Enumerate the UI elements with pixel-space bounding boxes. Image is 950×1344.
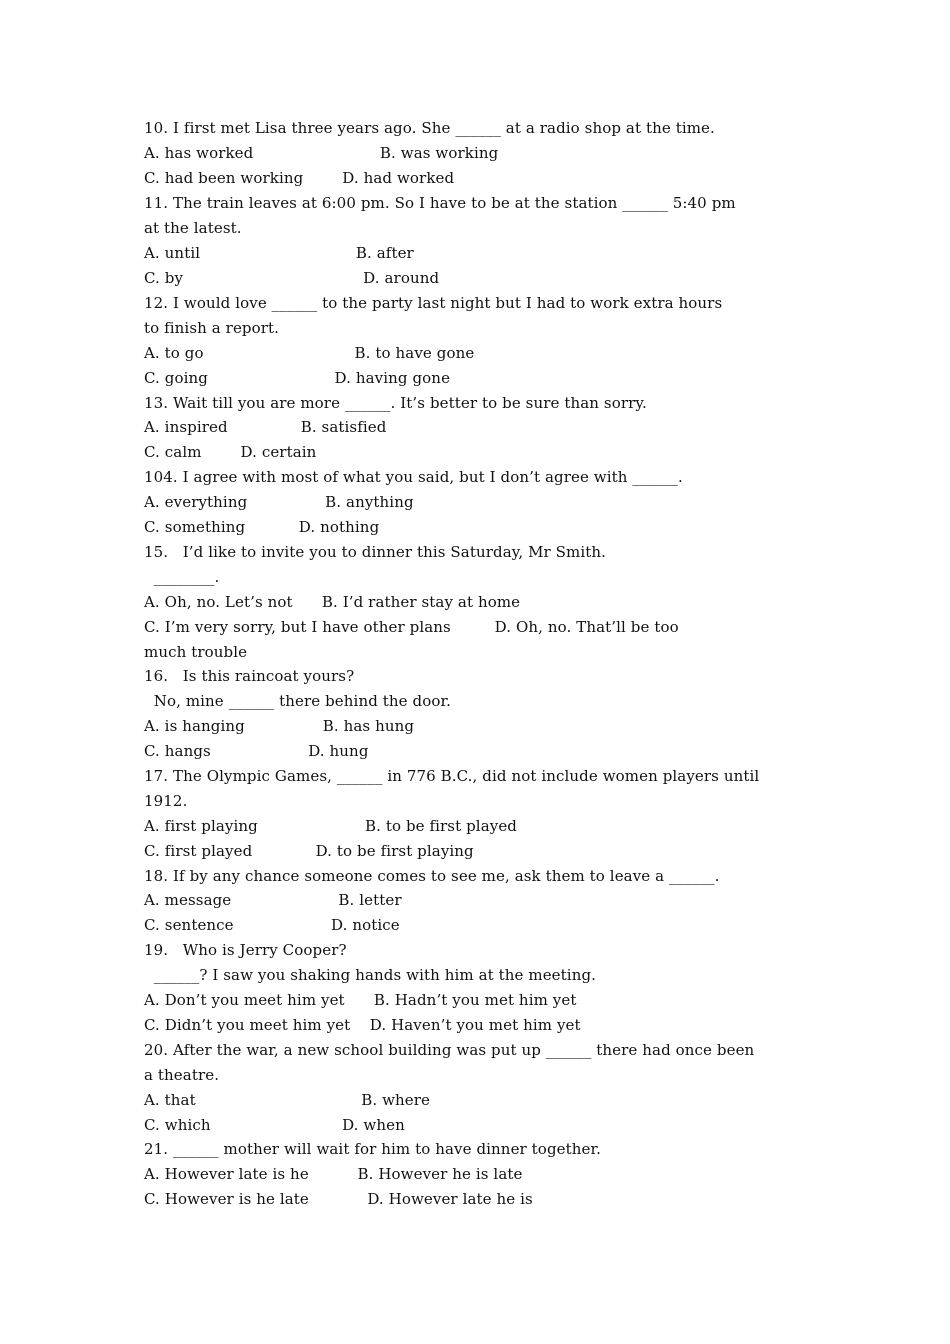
q19-options-cd: C. Didn’t you meet him yet D. Haven’t you met him yet — [144, 1016, 581, 1034]
q11-options-ab: A. until B. after — [144, 244, 414, 262]
q10-options-ab: A. has worked B. was working — [144, 144, 499, 162]
q16-options-ab: A. is hanging B. has hung — [144, 717, 415, 735]
q12-options-cd: C. going D. having gone — [144, 369, 451, 387]
question-11: 11. The train leaves at 6:00 pm. So I have to be at the station ______ 5:40 pm — [144, 194, 736, 212]
q13-options-ab: A. inspired B. satisfied — [144, 418, 387, 436]
question-12-cont: to finish a report. — [144, 319, 280, 337]
question-17: 17. The Olympic Games, ______ in 776 B.C., did not include women players until — [144, 767, 760, 785]
question-21: 21. ______ mother will wait for him to have dinner together. — [144, 1140, 601, 1158]
q21-options-cd: C. However is he late D. However late he is — [144, 1190, 533, 1208]
q18-options-ab: A. message B. letter — [144, 891, 402, 909]
q13-options-cd: C. calm D. certain — [144, 443, 317, 461]
question-12: 12. I would love ______ to the party last night but I had to work extra hours — [144, 294, 723, 312]
q20-options-cd: C. which D. when — [144, 1116, 405, 1134]
question-20: 20. After the war, a new school building was put up ______ there had once been — [144, 1041, 755, 1059]
q19-options-ab: A. Don’t you meet him yet B. Hadn’t you met him yet — [144, 991, 577, 1009]
q15-options-cd-cont: much trouble — [144, 643, 248, 661]
q18-options-cd: C. sentence D. notice — [144, 916, 400, 934]
question-10: 10. I first met Lisa three years ago. She ______ at a radio shop at the time. — [144, 119, 715, 137]
q15-options-ab: A. Oh, no. Let’s not B. I’d rather stay at home — [144, 593, 521, 611]
q15-options-cd: C. I’m very sorry, but I have other plans D. Oh, no. That’ll be too — [144, 618, 679, 636]
q17-options-ab: A. first playing B. to be first played — [144, 817, 517, 835]
question-18: 18. If by any chance someone comes to see me, ask them to leave a ______. — [144, 867, 720, 885]
question-16: 16. Is this raincoat yours? — [144, 667, 355, 685]
question-16-reply: No, mine ______ there behind the door. — [144, 692, 451, 710]
q16-options-cd: C. hangs D. hung — [144, 742, 369, 760]
question-15: 15. I’d like to invite you to dinner this Saturday, Mr Smith. — [144, 543, 607, 561]
question-13: 13. Wait till you are more ______. It’s better to be sure than sorry. — [144, 394, 647, 412]
q104-options-ab: A. everything B. anything — [144, 493, 414, 511]
question-20-cont: a theatre. — [144, 1066, 220, 1084]
q104-options-cd: C. something D. nothing — [144, 518, 380, 536]
q17-options-cd: C. first played D. to be first playing — [144, 842, 474, 860]
q11-options-cd: C. by D. around — [144, 269, 440, 287]
q21-options-ab: A. However late is he B. However he is late — [144, 1165, 523, 1183]
question-15-blank: ________. — [144, 568, 220, 586]
question-104: 104. I agree with most of what you said, but I don’t agree with ______. — [144, 468, 683, 486]
question-17-cont: 1912. — [144, 792, 188, 810]
question-11-cont: at the latest. — [144, 219, 242, 237]
q20-options-ab: A. that B. where — [144, 1091, 431, 1109]
question-19-reply: ______? I saw you shaking hands with him at the meeting. — [144, 966, 597, 984]
q10-options-cd: C. had been working D. had worked — [144, 169, 455, 187]
q12-options-ab: A. to go B. to have gone — [144, 344, 475, 362]
question-19: 19. Who is Jerry Cooper? — [144, 941, 347, 959]
